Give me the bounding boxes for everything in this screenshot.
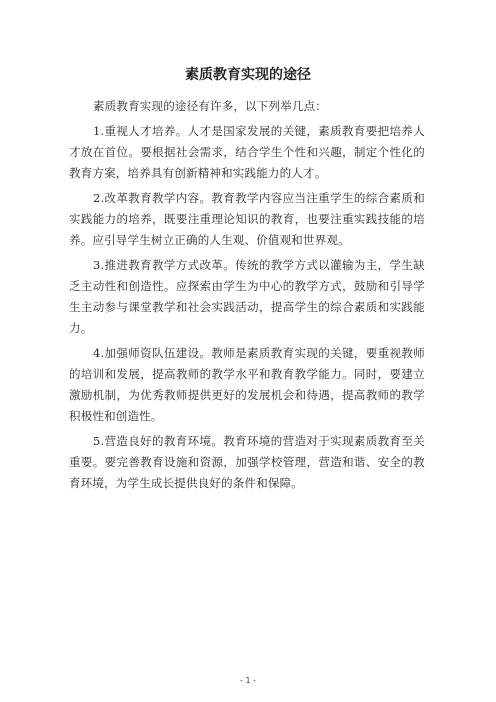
paragraph-1: 1.重视人才培养。人才是国家发展的关键，素质教育要把培养人才放在首位。要根据社会需求，结合学生个性和兴趣，制定个性化的教育方案，培养具有创新精神和实践能力的人才。 <box>69 124 425 180</box>
document-title: 素质教育实现的途径 <box>185 67 311 83</box>
paragraph-4: 4.加强师资队伍建设。教师是素质教育实现的关键，要重视教师的培训和发展，提高教师的教学水平和教育教学能力。同时，要建立激励机制，为优秀教师提供更好的发展机会和待遇，提高教师的教学积极性和创造性。 <box>69 346 425 423</box>
intro-paragraph: 素质教育实现的途径有许多，以下列举几点： <box>93 99 327 113</box>
document-body <box>69 96 425 498</box>
paragraph-2: 2.改革教育教学内容。教育教学内容应当注重学生的综合素质和实践能力的培养，既要注重理论知识的教育，也要注重实践技能的培养。应引导学生树立正确的人生观、价值观和世界观。 <box>69 191 425 247</box>
page-number: - 1 - <box>240 676 256 685</box>
paragraph-5: 5.营造良好的教育环境。教育环境的营造对于实现素质教育至关重要。要完善教育设施和资源，加强学校管理，营造和谐、安全的教育环境，为学生成长提供良好的条件和保障。 <box>69 434 425 490</box>
paragraph-3: 3.推进教育教学方式改革。传统的教学方式以灌输为主，学生缺乏主动性和创造性。应探索由学生为中心的教学方式，鼓励和引导学生主动参与课堂教学和社会实践活动，提高学生的综合素质和实践能力。 <box>69 258 425 335</box>
